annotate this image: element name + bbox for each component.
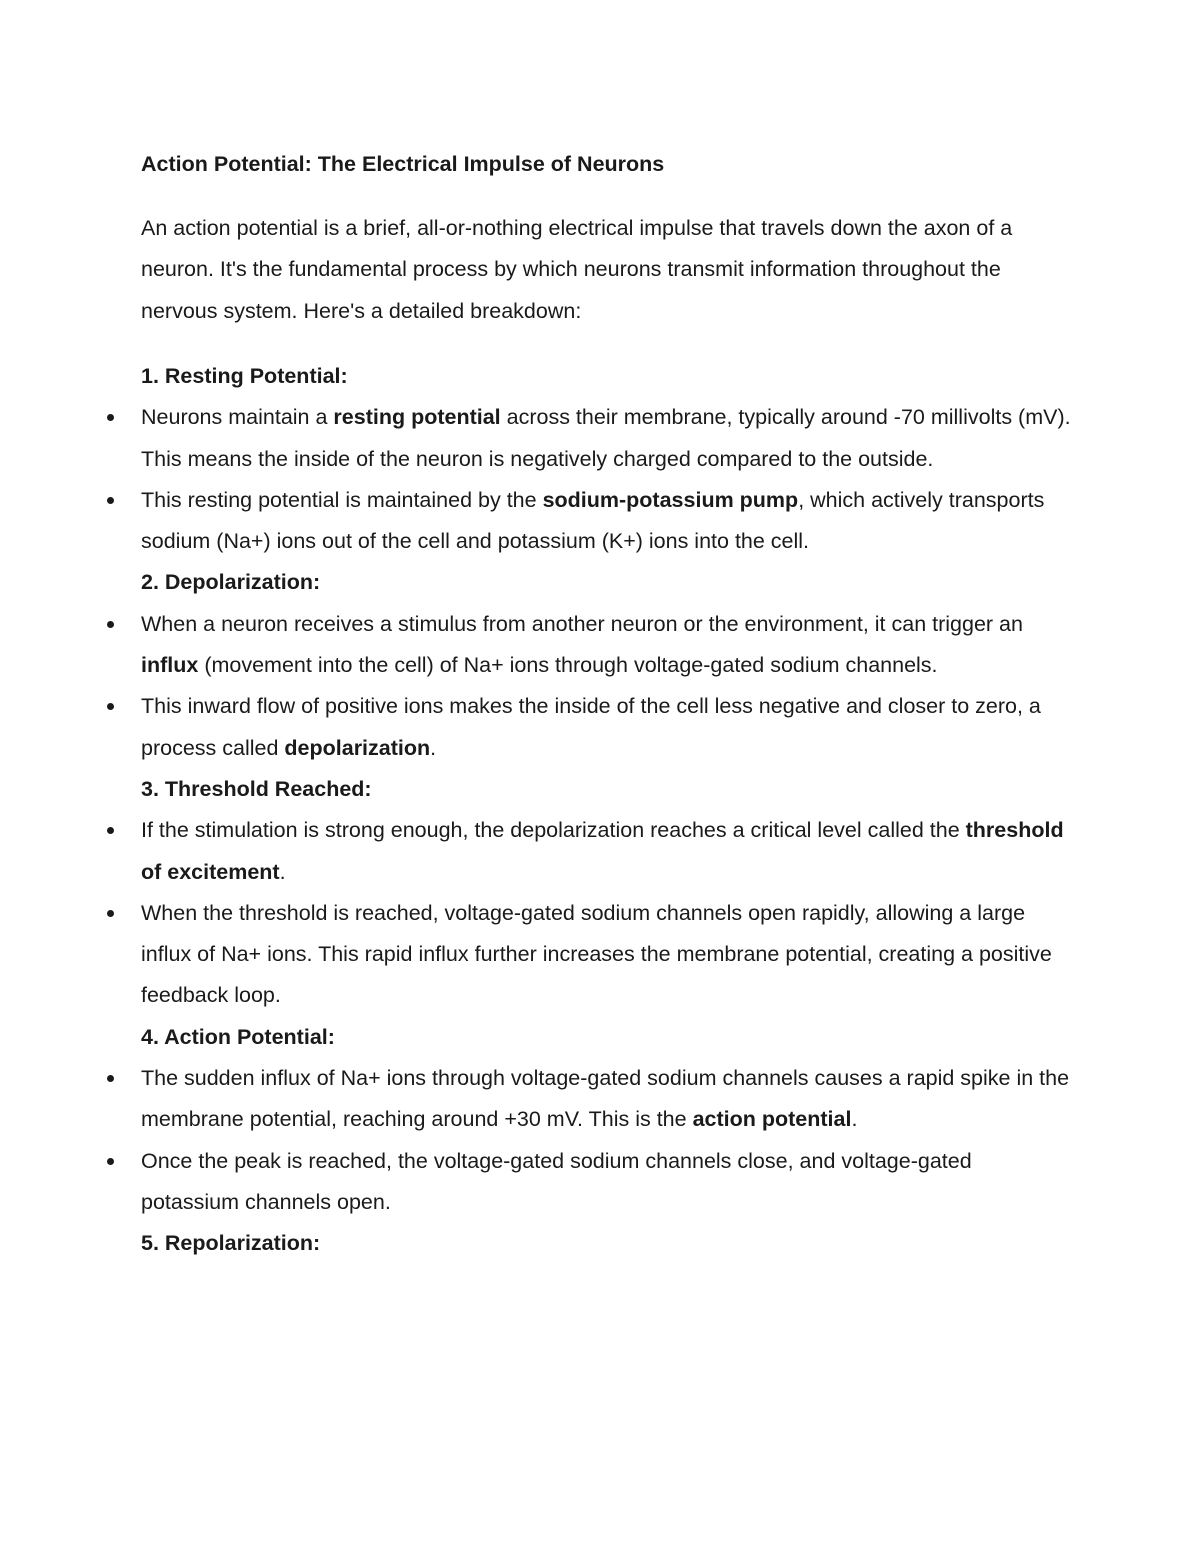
bullet-list <box>141 397 1071 562</box>
intro-paragraph: An action potential is a brief, all-or-nothing electrical impulse that travels down the axon of a neuron. It's the fundamental process by which neurons transmit information throughout the nervous system. Here's a detailed breakdown: <box>141 216 1013 323</box>
text-run: The sudden influx of Na+ ions through voltage-gated sodium channels causes a rapid spike in the membrane potential, reaching around +30 mV. This is the <box>141 1066 1070 1132</box>
bullet-icon <box>107 1158 114 1165</box>
bullet-item <box>141 480 1071 563</box>
bold-term: depolarization <box>284 735 431 760</box>
bullet-item <box>141 604 1071 687</box>
text-run: This resting potential is maintained by the <box>141 487 543 512</box>
text-run: Once the peak is reached, the voltage-gated sodium channels close, and voltage-gated potassium channels open. <box>141 1148 972 1214</box>
bullet-item <box>141 397 1071 480</box>
bold-term: influx <box>141 653 199 678</box>
bullet-icon <box>107 910 114 917</box>
bullet-list <box>141 1058 1071 1223</box>
text-run: This inward flow of positive ions makes the inside of the cell less negative and closer to zero, a process called <box>141 694 1041 760</box>
bullet-icon <box>107 414 114 421</box>
bold-term: threshold of excitement <box>141 818 1064 884</box>
bullet-icon <box>107 621 114 628</box>
bold-term: resting potential <box>333 405 501 430</box>
sections-container <box>141 356 1071 1265</box>
bullet-list <box>141 604 1071 769</box>
bold-term: action potential <box>692 1107 852 1132</box>
text-run: When the threshold is reached, voltage-gated sodium channels open rapidly, allowing a large influx of Na+ ions. This rapid influx further increases the membrane potential, creating a positive feedback loop. <box>141 900 1052 1008</box>
bullet-item <box>141 810 1071 893</box>
text-run: When a neuron receives a stimulus from another neuron or the environment, it can trigger an <box>141 611 1023 636</box>
text-run: . <box>851 1107 858 1132</box>
bullet-icon <box>107 703 114 710</box>
section-heading: 3. Threshold Reached: <box>141 776 372 801</box>
text-run: . <box>279 859 286 884</box>
text-run: (movement into the cell) of Na+ ions through voltage-gated sodium channels. <box>198 653 938 678</box>
bullet-item <box>141 686 1071 769</box>
bullet-item <box>141 893 1071 1017</box>
bold-term: sodium-potassium pump <box>542 487 799 512</box>
document-title: Action Potential: The Electrical Impulse of Neurons <box>141 152 665 176</box>
section-heading: 2. Depolarization: <box>141 570 321 595</box>
section-heading: 1. Resting Potential: <box>141 364 348 388</box>
section-heading: 4. Action Potential: <box>141 1024 335 1049</box>
bullet-icon <box>107 1075 114 1082</box>
text-run: , which actively transports sodium (Na+) ions out of the cell and potassium (K+) ions into the cell. <box>141 487 1045 554</box>
text-run: across their membrane, typically around -70 millivolts (mV). This means the inside of the neuron is negatively charged compared to the outside. <box>141 405 1071 471</box>
bullet-item <box>141 1141 1071 1224</box>
bullet-icon <box>107 497 114 504</box>
bullet-icon <box>107 827 114 834</box>
bullet-item <box>141 1058 1071 1141</box>
text-run: If the stimulation is strong enough, the depolarization reaches a critical level called the <box>141 818 966 843</box>
bullet-list <box>141 810 1071 1016</box>
text-run: . <box>430 735 437 760</box>
section-heading: 5. Repolarization: <box>141 1231 321 1256</box>
text-run: Neurons maintain a <box>141 405 334 430</box>
